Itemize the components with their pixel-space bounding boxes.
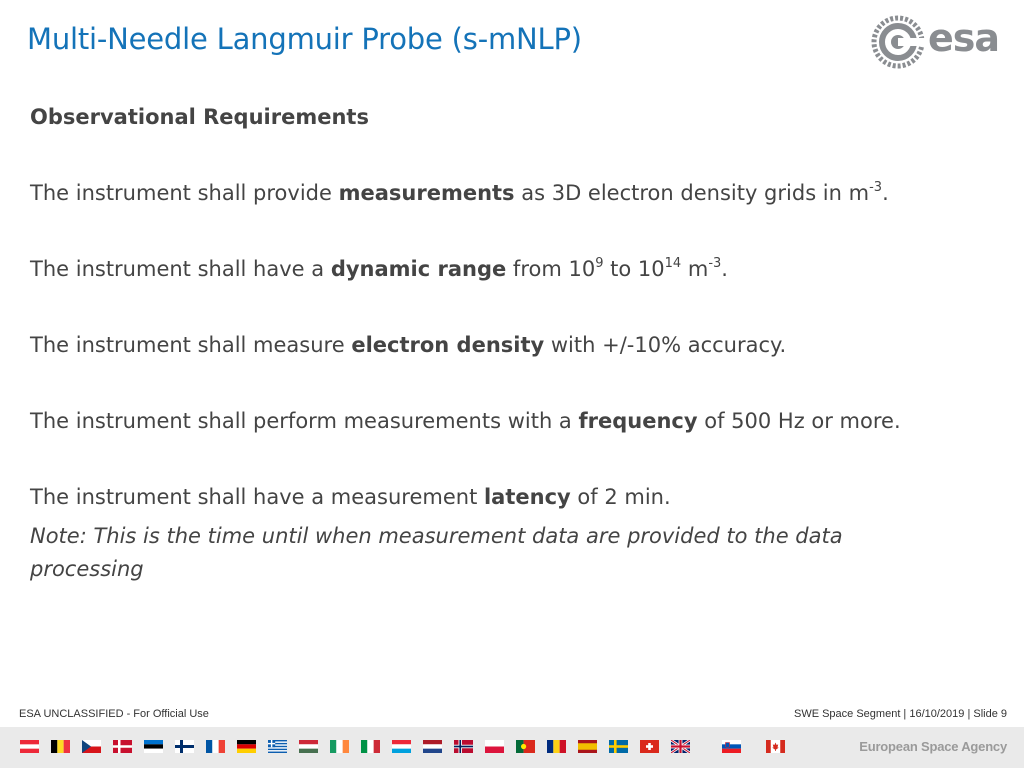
latency-note: Note: This is the time until when measurement data are provided to the data processing <box>30 524 843 581</box>
requirement-measurements: The instrument shall provide measurements as 3D electron density grids in $m^{-3}$. <box>30 180 889 205</box>
canada-flag-icon <box>766 740 785 753</box>
norway-flag-icon <box>454 740 473 753</box>
sweden-flag-icon <box>609 740 628 753</box>
section-heading: Observational Requirements <box>30 105 369 129</box>
member-states-flag-bar <box>0 727 1024 768</box>
romania-flag-icon <box>547 740 566 753</box>
italy-flag-icon <box>361 740 380 753</box>
spain-flag-icon <box>578 740 597 753</box>
hungary-flag-icon <box>299 740 318 753</box>
czech-republic-flag-icon <box>82 740 101 753</box>
denmark-flag-icon <box>113 740 132 753</box>
requirement-dynamic-range: The instrument shall have a dynamic range from $10^9$ to $10^{14}$ $m^{-3}$. <box>30 256 728 281</box>
esa-logo <box>870 14 1012 70</box>
united-kingdom-flag-icon <box>671 740 690 753</box>
esa-logo-text: esa <box>928 16 1000 60</box>
agency-name: European Space Agency <box>859 739 1007 754</box>
germany-flag-icon <box>237 740 256 753</box>
requirement-electron-density: The instrument shall measure electron density with +/-10% accuracy. <box>30 333 787 357</box>
luxembourg-flag-icon <box>392 740 411 753</box>
france-flag-icon <box>206 740 225 753</box>
poland-flag-icon <box>485 740 504 753</box>
switzerland-flag-icon <box>640 740 659 753</box>
requirement-latency: The instrument shall have a measurement latency of 2 min. <box>30 485 671 509</box>
netherlands-flag-icon <box>423 740 442 753</box>
slovenia-flag-icon <box>722 740 741 753</box>
esa-globe-icon <box>870 14 926 70</box>
slide-title: Multi-Needle Langmuir Probe (s-mNLP) <box>27 22 582 56</box>
belgium-flag-icon <box>51 740 70 753</box>
portugal-flag-icon <box>516 740 535 753</box>
requirement-frequency: The instrument shall perform measurements with a frequency of 500 Hz or more. <box>30 409 901 433</box>
slide-info: SWE Space Segment | 16/10/2019 | Slide 9 <box>793 708 1007 720</box>
ireland-flag-icon <box>330 740 349 753</box>
finland-flag-icon <box>175 740 194 753</box>
classification-label: ESA UNCLASSIFIED - For Official Use <box>19 708 209 720</box>
austria-flag-icon <box>20 740 39 753</box>
estonia-flag-icon <box>144 740 163 753</box>
greece-flag-icon <box>268 740 287 753</box>
